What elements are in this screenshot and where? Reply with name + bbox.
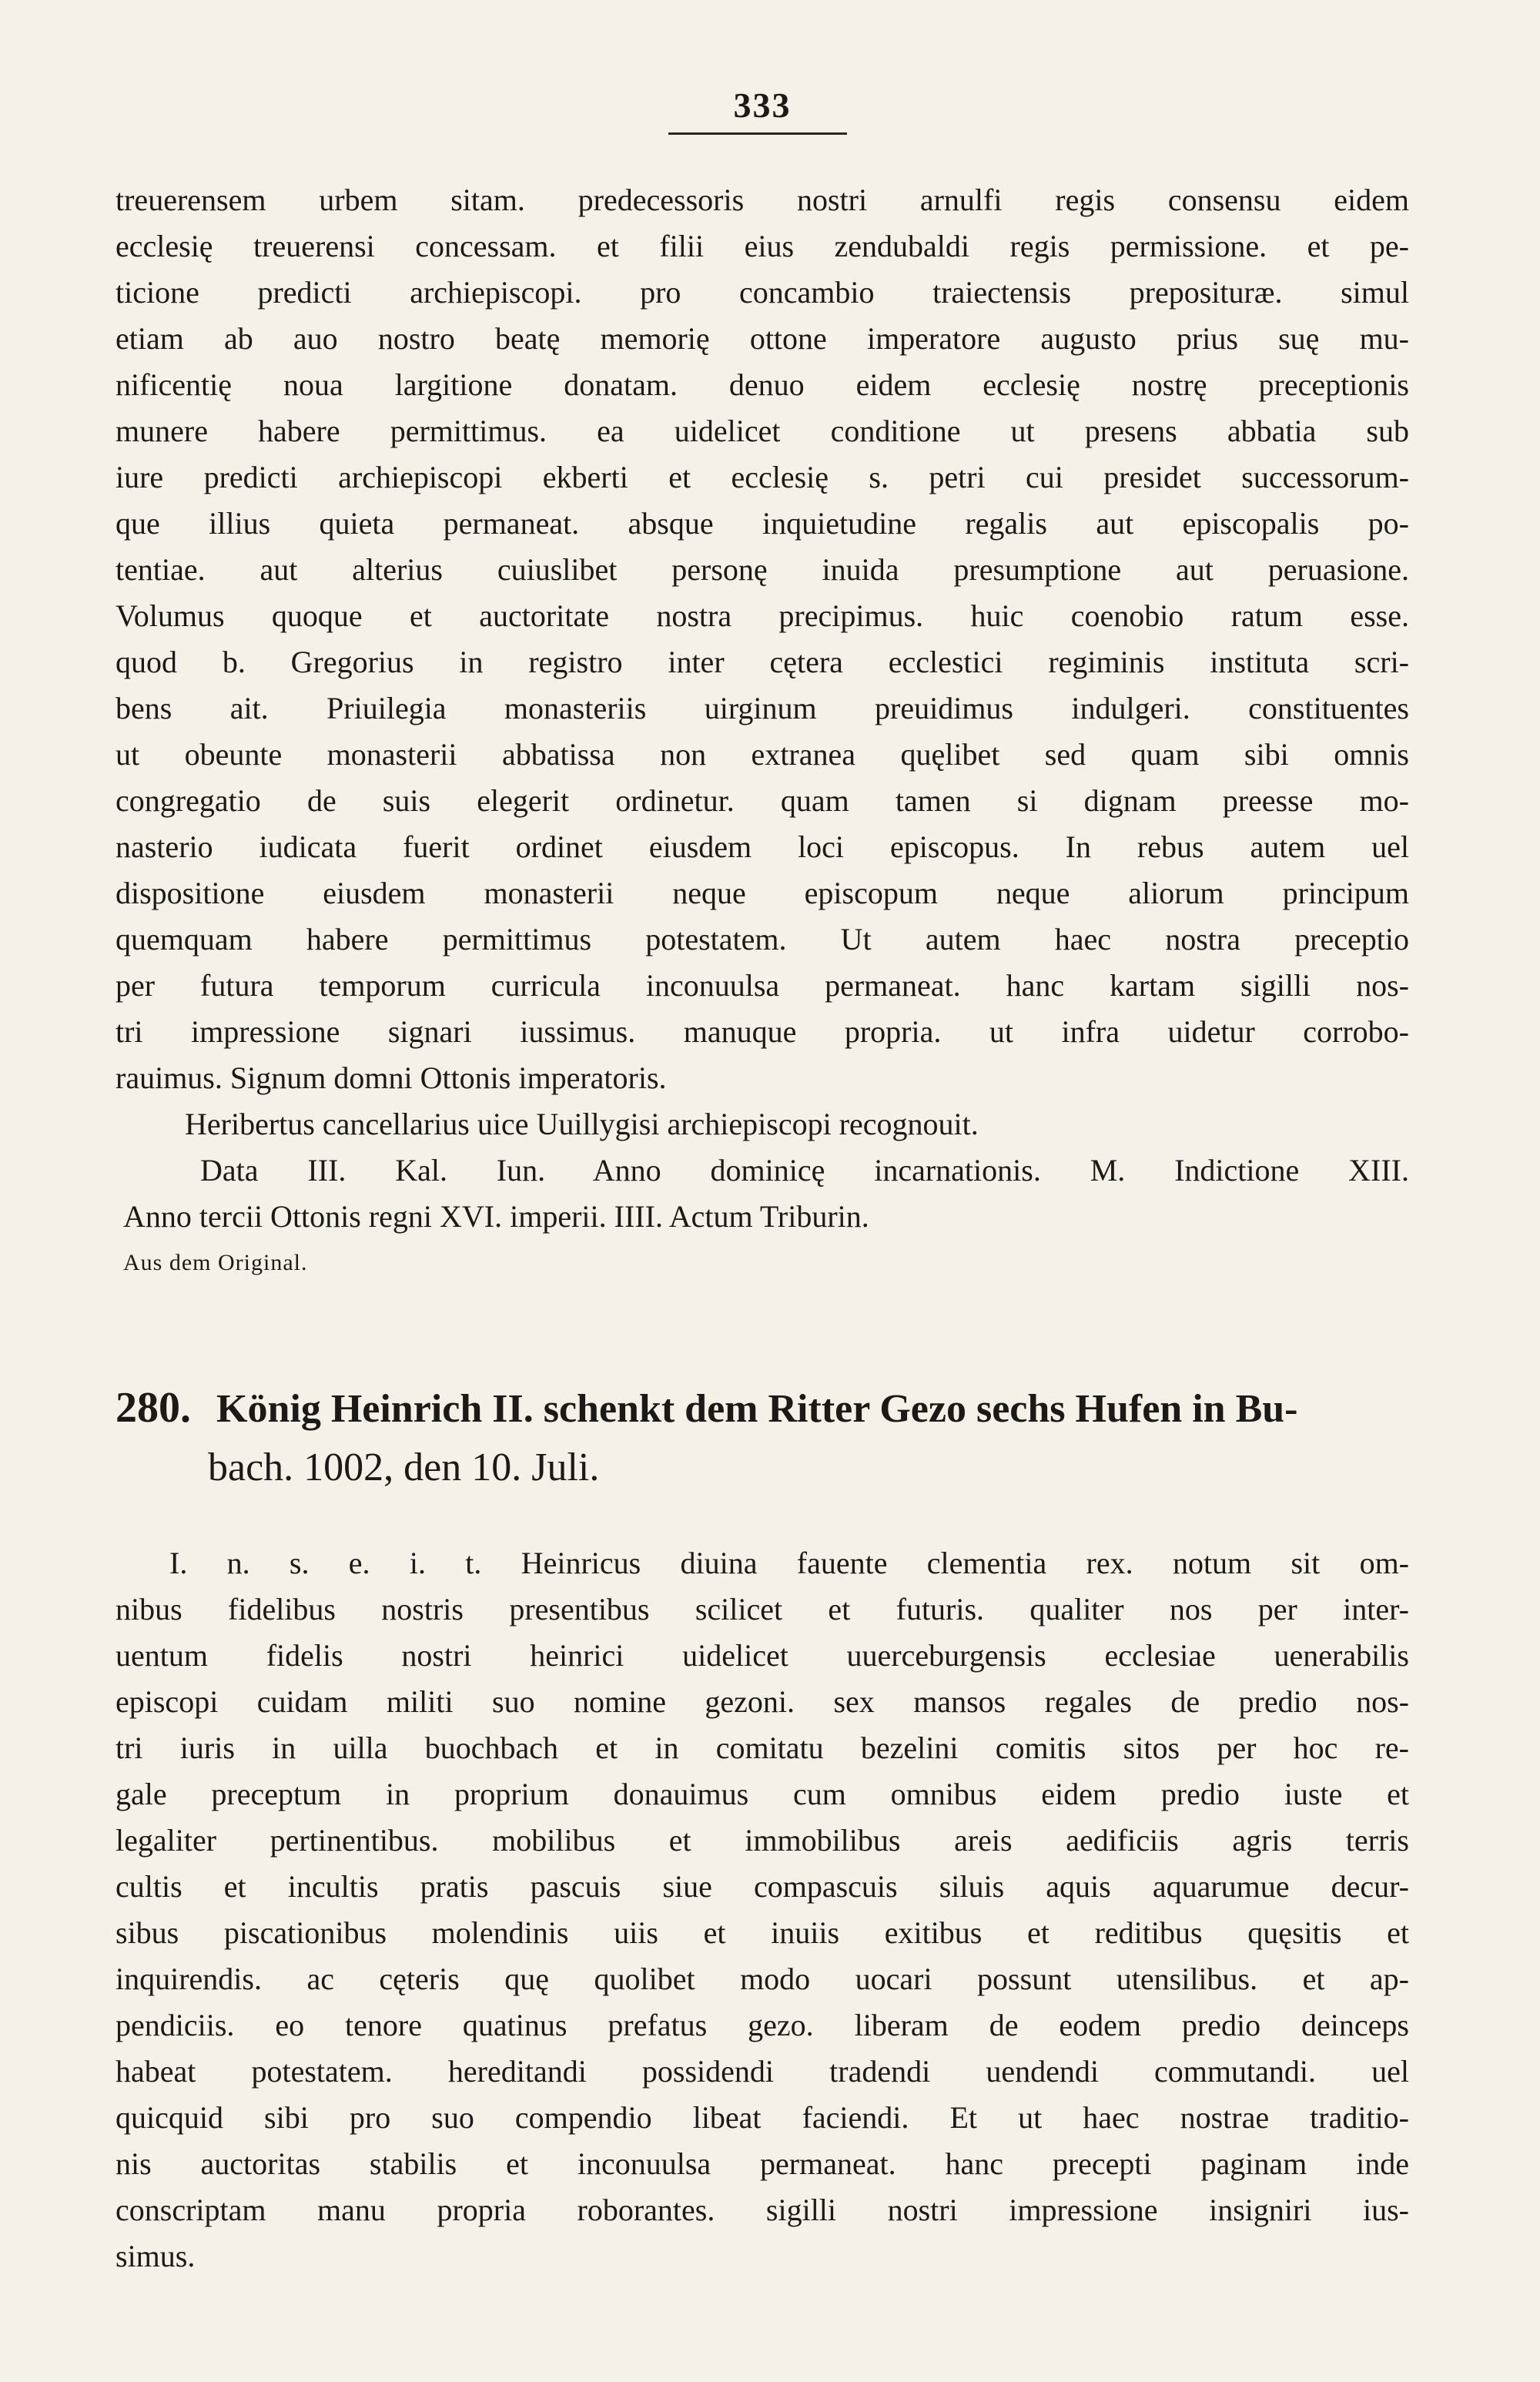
charter-body xyxy=(116,1540,1409,2280)
text-line: conscriptam manu propria roborantes. sigilli nostri impressione insigniri ius- xyxy=(116,2193,1409,2227)
text-line: nificentię noua largitione donatam. denuo eidem ecclesię nostrę preceptionis xyxy=(116,367,1409,402)
text-line: bens ait. Priuilegia monasteriis uirginum preuidimus indulgeri. constituentes xyxy=(116,691,1409,725)
text-line: I. n. s. e. i. t. Heinricus diuina fauente clementia rex. notum sit om- xyxy=(169,1546,1409,1580)
charter-number: 280. xyxy=(116,1384,191,1432)
text-line: munere habere permittimus. ea uidelicet conditione ut presens abbatia sub xyxy=(116,414,1409,448)
text-line: legaliter pertinentibus. mobilibus et immobilibus areis aedificiis agris terris xyxy=(116,1823,1409,1858)
text-line: pendiciis. eo tenore quatinus prefatus gezo. liberam de eodem predio deinceps xyxy=(116,2008,1409,2042)
text-line: inquirendis. ac cęteris quę quolibet modo uocari possunt utensilibus. et ap- xyxy=(116,1962,1409,1996)
text-line: quicquid sibi pro suo compendio libeat faciendi. Et ut haec nostrae traditio- xyxy=(116,2100,1409,2135)
text-line: gale preceptum in proprium donauimus cum omnibus eidem predio iuste et xyxy=(116,1777,1409,1811)
page-number: 333 xyxy=(733,85,792,125)
text-line: ticione predicti archiepiscopi. pro concambio traiectensis preposituræ. simul xyxy=(116,275,1409,310)
text-line: tri iuris in uilla buochbach et in comitatu bezelini comitis sitos per hoc re- xyxy=(116,1730,1409,1765)
heading-line xyxy=(116,1379,1409,1439)
text-line: ut obeunte monasterii abbatissa non extranea quęlibet sed quam sibi omnis xyxy=(116,737,1409,772)
heading-text: König Heinrich II. schenkt dem Ritter Gezo sechs Hufen in Bu- xyxy=(216,1387,1298,1431)
charter-continuation xyxy=(116,177,1409,1286)
text-line: nibus fidelibus nostris presentibus scilicet et futuris. qualiter nos per inter- xyxy=(116,1592,1409,1627)
text-line: etiam ab auo nostro beatę memorię ottone imperatore augusto prius suę mu- xyxy=(116,321,1409,356)
text-line: episcopi cuidam militi suo nomine gezoni. sex mansos regales de predio nos- xyxy=(116,1684,1409,1719)
text-line: dispositione eiusdem monasterii neque episcopum neque aliorum principum xyxy=(116,876,1409,910)
text-line: per futura temporum curricula inconuulsa permaneat. hanc kartam sigilli nos- xyxy=(116,968,1409,1003)
text-line: habeat potestatem. hereditandi possidendi tradendi uendendi commutandi. uel xyxy=(116,2054,1409,2089)
text-line: quod b. Gregorius in registro inter cętera ecclestici regiminis instituta scri- xyxy=(116,645,1409,679)
text-line: cultis et incultis pratis pascuis siue compascuis siluis aquis aquarumue decur- xyxy=(116,1869,1409,1904)
text-line: ecclesię treuerensi concessam. et filii eius zendubaldi regis permissione. et pe- xyxy=(116,229,1409,263)
text-line: sibus piscationibus molendinis uiis et inuiis exitibus et reditibus quęsitis et xyxy=(116,1915,1409,1950)
text-line: quemquam habere permittimus potestatem. Ut autem haec nostra preceptio xyxy=(116,922,1409,956)
text-line: nis auctoritas stabilis et inconuulsa permaneat. hanc precepti paginam inde xyxy=(116,2146,1409,2181)
date-line: Anno tercii Ottonis regni XVI. imperii. IIII. Actum Triburin. xyxy=(123,1199,869,1234)
source-note: Aus dem Original. xyxy=(123,1250,308,1275)
heading-line-2: bach. 1002, den 10. Juli. xyxy=(208,1446,600,1489)
text-line: tentiae. aut alterius cuiuslibet personę inuida presumptione aut peruasione. xyxy=(116,552,1409,587)
page-number-rule xyxy=(668,132,847,135)
charter-heading xyxy=(116,1379,1409,1497)
text-line: iure predicti archiepiscopi ekberti et ecclesię s. petri cui presidet successorum- xyxy=(116,460,1409,494)
text-line: congregatio de suis elegerit ordinetur. quam tamen si dignam preesse mo- xyxy=(116,783,1409,818)
date-line: Data III. Kal. Iun. Anno dominicę incarnationis. M. Indictione XIII. xyxy=(200,1153,1409,1188)
text-line: simus. xyxy=(116,2239,196,2273)
text-line: Volumus quoque et auctoritate nostra precipimus. huic coenobio ratum esse. xyxy=(116,598,1409,633)
text-line: treuerensem urbem sitam. predecessoris nostri arnulfi regis consensu eidem xyxy=(116,183,1409,217)
text-line: rauimus. Signum domni Ottonis imperatoris. xyxy=(116,1060,667,1095)
text-line: tri impressione signari iussimus. manuque propria. ut infra uidetur corrobo- xyxy=(116,1014,1409,1049)
text-line: nasterio iudicata fuerit ordinet eiusdem loci episcopus. In rebus autem uel xyxy=(116,829,1409,864)
text-line: uentum fidelis nostri heinrici uidelicet uuerceburgensis ecclesiae uenerabilis xyxy=(116,1638,1409,1673)
text-line: que illius quieta permaneat. absque inquietudine regalis aut episcopalis po- xyxy=(116,506,1409,541)
recognition-line: Heribertus cancellarius uice Uuillygisi archiepiscopi recognouit. xyxy=(185,1107,979,1141)
